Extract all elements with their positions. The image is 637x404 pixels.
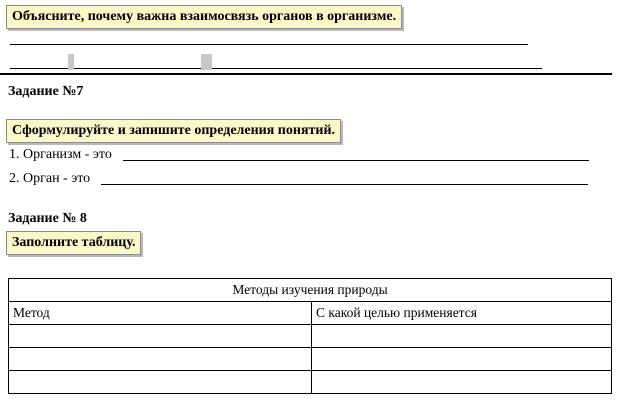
- table-cell-method[interactable]: [9, 325, 312, 348]
- definition-organism-answer-line[interactable]: [123, 160, 589, 161]
- definition-organism-label: 1. Организм - это: [9, 147, 112, 162]
- task6-instruction-box: [6, 5, 402, 29]
- table-cell-method[interactable]: [9, 348, 312, 371]
- table-cell-purpose[interactable]: [312, 371, 612, 394]
- table-title-row: [9, 279, 612, 302]
- task7-instruction-box: [6, 119, 341, 143]
- task7-heading: Задание №7: [8, 84, 84, 99]
- table-row: [9, 371, 612, 394]
- table-row: [9, 325, 612, 348]
- task8-heading: Задание № 8: [8, 211, 87, 226]
- grey-marker-2: [201, 54, 212, 70]
- table-header-row: [9, 302, 612, 325]
- task8-instruction-box: [6, 231, 141, 255]
- task8-instruction: Заполните таблицу.: [12, 235, 136, 250]
- grey-marker-1: [68, 54, 74, 70]
- task6-instruction: Объясните, почему важна взаимосвязь органов в организме.: [12, 9, 397, 24]
- methods-table: [8, 278, 612, 394]
- table-header-purpose: С какой целью применяется: [312, 302, 612, 325]
- table-header-method: Метод: [9, 302, 312, 325]
- answer-line-2[interactable]: [10, 68, 542, 69]
- table-cell-method[interactable]: [9, 371, 312, 394]
- table-cell-purpose[interactable]: [312, 325, 612, 348]
- definition-organ-label: 2. Орган - это: [9, 171, 91, 186]
- table-row: [9, 348, 612, 371]
- answer-line-1[interactable]: [10, 44, 528, 45]
- table-cell-purpose[interactable]: [312, 348, 612, 371]
- definition-organ-answer-line[interactable]: [101, 184, 588, 185]
- task7-instruction: Сформулируйте и запишите определения понятий.: [12, 123, 336, 138]
- section-divider: [0, 73, 612, 75]
- table-title-cell: Методы изучения природы: [9, 279, 612, 302]
